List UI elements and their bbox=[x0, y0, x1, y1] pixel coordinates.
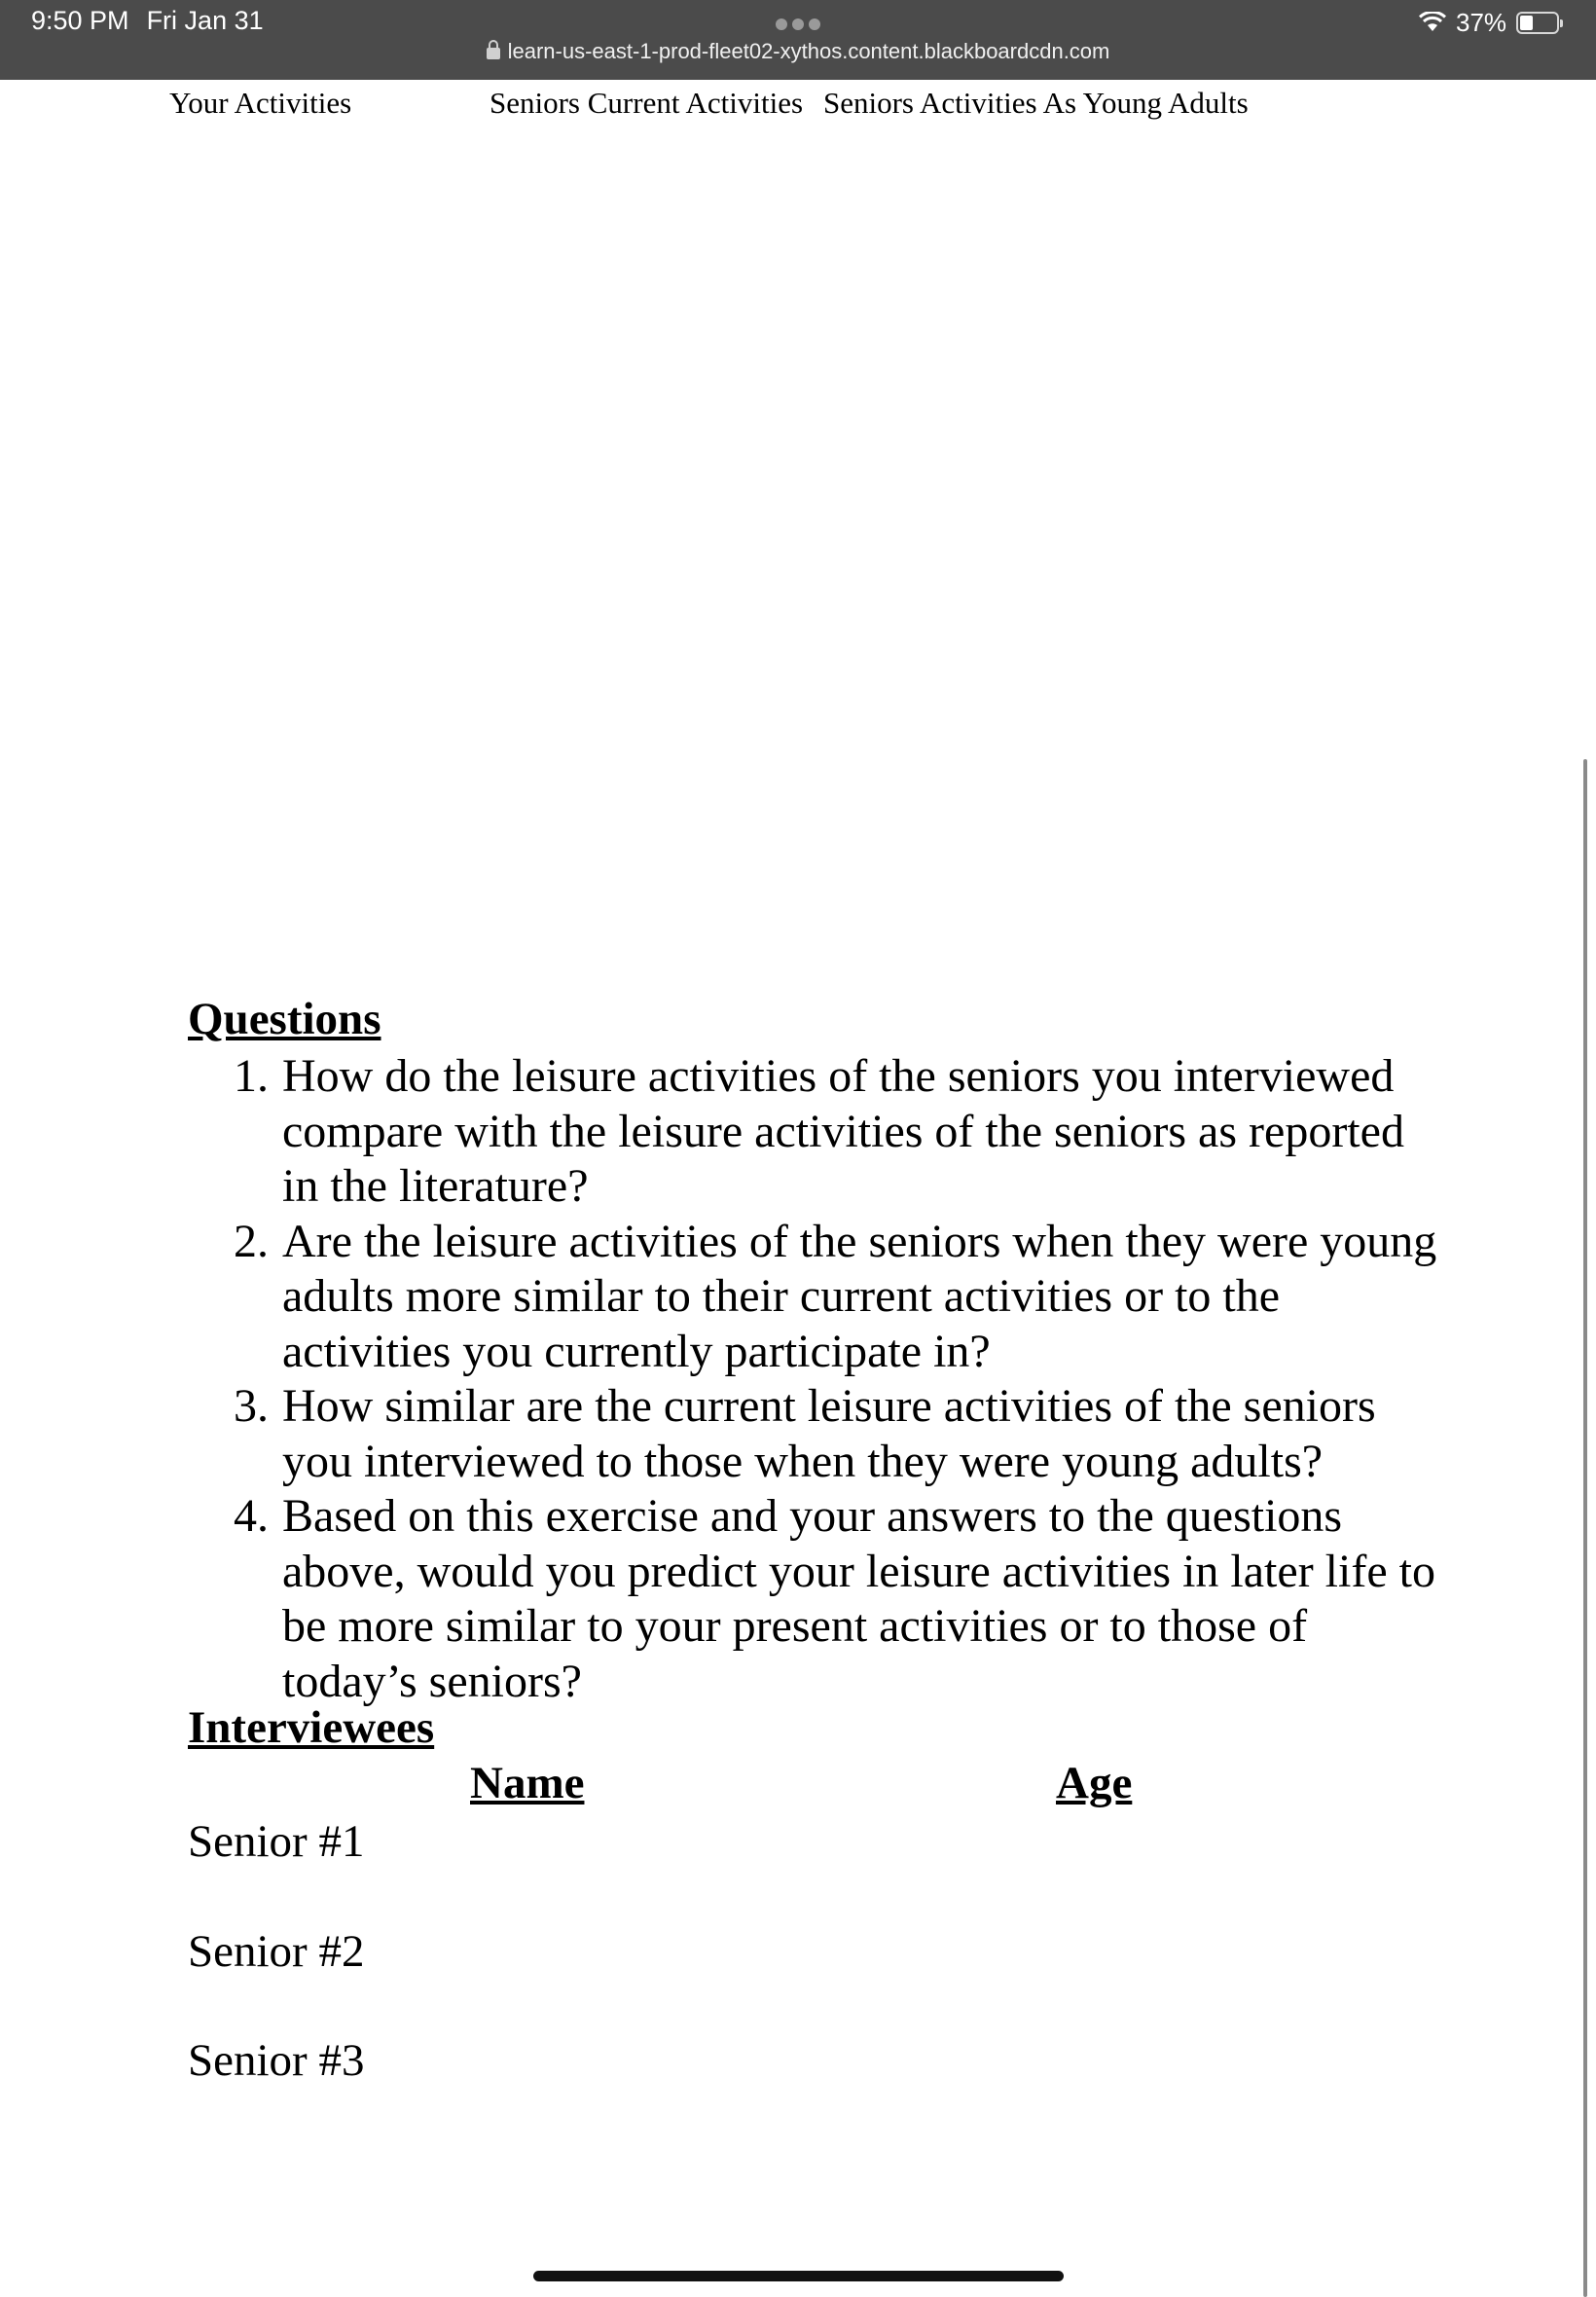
status-date: Fri Jan 31 bbox=[146, 6, 264, 35]
battery-icon bbox=[1516, 12, 1559, 34]
question-text: How do the leisure activities of the seniors you interviewed compare with the leisure activities of the seniors as reported in the literature? bbox=[282, 1050, 1404, 1212]
browser-top-bar bbox=[0, 0, 1596, 80]
question-text: How similar are the current leisure activities of the seniors you interviewed to those when they were young adults? bbox=[282, 1380, 1376, 1487]
column-heading-seniors-young-adults: Seniors Activities As Young Adults bbox=[823, 86, 1249, 120]
question-number: 2. bbox=[234, 1215, 269, 1267]
wifi-icon bbox=[1419, 12, 1446, 33]
column-heading-your-activities: Your Activities bbox=[169, 86, 352, 120]
vertical-scrollbar[interactable] bbox=[1583, 759, 1587, 2297]
question-text: Based on this exercise and your answers to the questions above, would you predict your leisure activities in later life to be more similar to your present activities or to those of today’s seniors? bbox=[282, 1490, 1435, 1707]
status-time bbox=[31, 6, 264, 36]
age-column-label: Age bbox=[1056, 1758, 1133, 1808]
status-time-text: 9:50 PM bbox=[31, 6, 129, 35]
question-item bbox=[0, 1379, 1440, 1489]
senior-row-label: Senior #2 bbox=[188, 1926, 365, 1977]
senior-row-label: Senior #1 bbox=[188, 1816, 365, 1867]
question-number: 3. bbox=[234, 1380, 269, 1432]
questions-list bbox=[0, 1049, 1440, 1709]
battery-percentage: 37% bbox=[1456, 8, 1507, 37]
address-bar[interactable] bbox=[0, 39, 1596, 64]
question-number: 4. bbox=[234, 1490, 269, 1542]
name-column-label: Name bbox=[470, 1758, 585, 1808]
home-indicator[interactable] bbox=[533, 2271, 1064, 2281]
more-options-icon[interactable] bbox=[776, 18, 820, 30]
lock-icon bbox=[487, 48, 500, 59]
question-item bbox=[0, 1489, 1440, 1709]
question-item bbox=[0, 1049, 1440, 1215]
questions-heading: Questions bbox=[188, 994, 381, 1044]
question-number: 1. bbox=[234, 1050, 269, 1102]
question-item bbox=[0, 1215, 1440, 1380]
senior-row-label: Senior #3 bbox=[188, 2035, 365, 2086]
url-text: learn-us-east-1-prod-fleet02-xythos.content.blackboardcdn.com bbox=[507, 39, 1110, 63]
column-heading-seniors-current: Seniors Current Activities bbox=[490, 86, 804, 120]
interviewees-heading: Interviewees bbox=[188, 1702, 435, 1753]
question-text: Are the leisure activities of the seniors when they were young adults more similar to their current activities or to the activities you currently participate in? bbox=[282, 1215, 1437, 1377]
